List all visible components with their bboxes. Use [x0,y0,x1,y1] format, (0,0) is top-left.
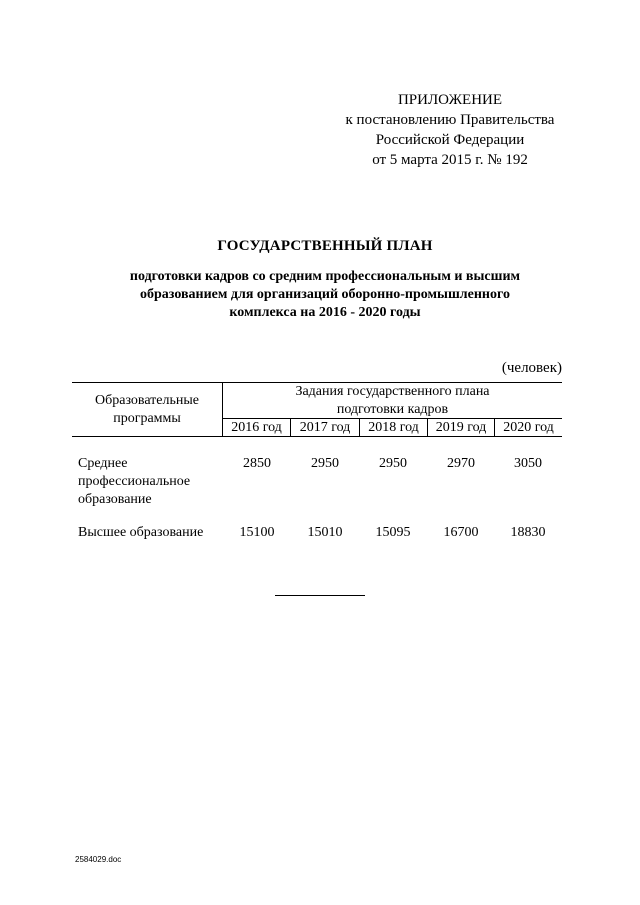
table-cell-value: 2850 [243,456,271,471]
document-title: ГОСУДАРСТВЕННЫЙ ПЛАН [217,238,433,254]
units-label: (человек) [501,360,562,376]
row-label-line: Высшее образование [78,525,204,540]
subtitle-line-2: образованием для организаций оборонно-промышленного [139,287,510,302]
document-subtitle [40,268,610,322]
year-header: 2017 год [299,420,351,435]
table-cell-value: 15100 [239,525,275,540]
table-cell-value: 16700 [443,525,479,540]
row-label-line: образование [78,492,152,507]
row-label-line: Среднее [78,456,128,471]
table-cell-value: 15010 [307,525,343,540]
appendix-date-number: от 5 марта 2015 г. № 192 [372,152,528,168]
row-label-higher-education [78,524,228,542]
subtitle-line-1: подготовки кадров со средним профессиональным и высшим [129,269,521,284]
col-header-programs-line-2: программы [113,411,181,426]
col-group-header-line-1: Задания государственного плана [295,384,490,399]
row-label-line: профессиональное [78,474,191,489]
end-separator-line [275,595,365,596]
year-header: 2020 год [503,420,554,435]
year-header: 2016 год [231,420,282,435]
appendix-block [300,90,600,170]
appendix-line-3: Российской Федерации [375,132,525,148]
row-label-secondary-vocational [78,455,228,509]
table-cell-value: 18830 [510,525,546,540]
year-header: 2019 год [435,420,487,435]
col-group-header-line-2: подготовки кадров [336,402,449,417]
col-group-header [223,383,562,419]
file-name-footer: 2584029.doc [75,855,122,864]
table-cell-value: 3050 [514,456,542,471]
year-header: 2018 год [368,420,419,435]
appendix-title: ПРИЛОЖЕНИЕ [397,92,503,108]
table-cell-value: 2950 [379,456,407,471]
appendix-line-2: к постановлению Правительства [345,112,555,128]
subtitle-line-3: комплекса на 2016 - 2020 годы [229,305,421,320]
col-header-programs-line-1: Образовательные [95,393,199,408]
table-cell-value: 2970 [447,456,475,471]
table-cell-value: 15095 [375,525,411,540]
col-header-programs [72,392,222,428]
table-cell-value: 2950 [311,456,339,471]
title-block [40,236,610,322]
